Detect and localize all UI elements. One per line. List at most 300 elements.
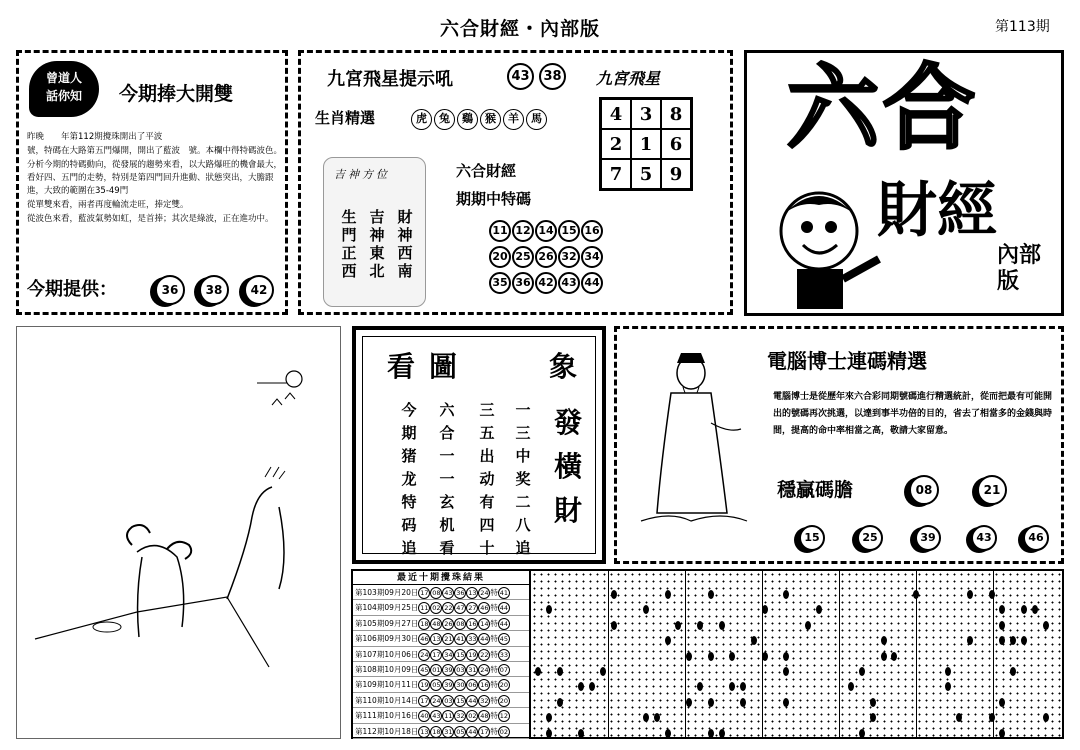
result-number: 22: [480, 650, 489, 659]
riddle-char: 码: [401, 516, 417, 534]
result-number: 08: [432, 589, 441, 597]
nine-star-title: 九宮飛星提示吼: [327, 69, 453, 90]
riddle-char: 一: [439, 447, 455, 465]
result-row: [353, 616, 529, 631]
result-number: 08: [456, 619, 465, 628]
result-mark: [870, 713, 876, 722]
riddle-char: 奖: [515, 470, 531, 488]
result-mark: [989, 713, 995, 722]
grid-cell: 2: [601, 129, 631, 159]
result-row: [353, 647, 529, 662]
result-number: 48: [432, 619, 441, 628]
special-label: 特: [490, 603, 498, 613]
result-number: 26: [444, 619, 453, 628]
result-mark: [1021, 636, 1027, 645]
result-mark: [859, 667, 865, 676]
result-number: 16: [480, 681, 489, 690]
result-mark: [783, 698, 789, 707]
special-number-circle: 43: [558, 272, 580, 294]
special-label: 特: [490, 649, 498, 659]
result-mark: [719, 729, 725, 738]
result-mark: [686, 652, 692, 661]
result-number: 24: [480, 589, 489, 597]
facai-char: 發: [553, 406, 582, 439]
special-label: 特: [490, 618, 498, 628]
scroll-heading: 吉神方位: [334, 168, 390, 181]
number-ball: 38: [199, 275, 229, 305]
riddle-char: 猪: [401, 447, 417, 465]
result-number: 19: [468, 650, 477, 659]
result-number: 39: [444, 665, 453, 674]
result-number: 31: [444, 727, 453, 736]
logo-sub-text: 財經: [877, 176, 997, 246]
riddle-char: 特: [401, 493, 417, 511]
result-mark: [729, 682, 735, 691]
result-mark: [999, 729, 1005, 738]
result-mark: [665, 590, 671, 599]
result-number: 19: [420, 681, 429, 690]
result-mark: [708, 698, 714, 707]
issue-number: 第113期: [995, 19, 1050, 35]
result-row: [353, 585, 529, 600]
result-mark: [999, 621, 1005, 630]
nine-palace-grid: [599, 97, 693, 191]
riddle-char: 三: [479, 401, 495, 419]
body-paragraph: 號，特碼在大路第五門爆開，開出了藍波 號。本欄中得特碼波色。: [27, 146, 283, 156]
special-number-circle: 42: [535, 272, 557, 294]
result-mark: [686, 698, 692, 707]
number-ball: 46: [1023, 525, 1049, 551]
result-mark: [708, 729, 714, 738]
result-period: 第103期09月20日: [355, 588, 419, 597]
result-mark: [1043, 713, 1049, 722]
special-number-circle: 34: [581, 246, 603, 268]
result-mark: [751, 636, 757, 645]
riddle-char: 今: [401, 401, 417, 419]
result-mark: [783, 652, 789, 661]
lhc-label: [456, 157, 531, 213]
result-number: 17: [432, 650, 441, 659]
special-label: 特: [490, 711, 498, 721]
result-mark: [611, 621, 617, 630]
result-number: 17: [420, 589, 429, 597]
zodiac-label: 生肖精選: [315, 109, 376, 127]
riddle-char: 玄: [439, 493, 455, 511]
result-number: 36: [456, 589, 465, 597]
zodiac-circle: 鷄: [457, 109, 478, 130]
scroll-char: 神: [369, 226, 385, 244]
special-number: 45: [499, 635, 509, 644]
logo-main-text: 六合: [787, 54, 980, 162]
grid-cell: 5: [631, 159, 661, 189]
riddle-char: 追: [401, 539, 417, 557]
grid-cell: 3: [631, 99, 661, 129]
riddle-char: 合: [439, 424, 455, 442]
result-mark: [697, 682, 703, 691]
result-mark: [999, 605, 1005, 614]
scroll-char: 西: [341, 262, 357, 280]
result-number: 40: [420, 712, 429, 721]
result-mark: [881, 652, 887, 661]
computer-doctor-panel: [614, 326, 1064, 564]
result-number: 15: [456, 696, 465, 705]
facai-vertical: [551, 401, 585, 533]
result-number: 18: [432, 727, 441, 736]
riddle-char: 机: [439, 516, 455, 534]
result-mark: [611, 590, 617, 599]
results-dot-grid: [529, 571, 1062, 737]
special-number-circle: 14: [535, 220, 557, 242]
result-mark: [870, 698, 876, 707]
grid-cell: 9: [661, 159, 691, 189]
result-mark: [1021, 605, 1027, 614]
riddle-title: 看圖: [387, 350, 472, 383]
result-mark: [816, 605, 822, 614]
riddle-column: [477, 399, 497, 560]
special-number: 07: [499, 665, 509, 674]
result-mark: [891, 652, 897, 661]
result-number: 11: [444, 712, 453, 721]
number-ball: 42: [244, 275, 274, 305]
result-mark: [535, 667, 541, 676]
sage-figure-icon: [631, 343, 751, 533]
number-ball: 39: [915, 525, 941, 551]
result-number: 48: [480, 712, 489, 721]
special-label: 特: [490, 695, 498, 705]
title-number-circle: 38: [539, 63, 566, 90]
grid-cell: 7: [601, 159, 631, 189]
riddle-column: [399, 399, 419, 560]
special-number-circle: 32: [558, 246, 580, 268]
sure-win-label: 穩贏碼膽: [777, 479, 854, 501]
result-mark: [913, 590, 919, 599]
result-mark: [546, 729, 552, 738]
grid-divider: [839, 571, 840, 737]
result-row: [353, 631, 529, 646]
result-period: 第105期09月27日: [355, 618, 419, 628]
number-ball: 25: [857, 525, 883, 551]
result-mark: [708, 652, 714, 661]
result-number: 13: [432, 635, 441, 644]
result-number: 14: [480, 619, 489, 628]
result-mark: [578, 729, 584, 738]
result-number: 15: [456, 650, 465, 659]
result-period: 第107期10月06日: [355, 649, 419, 659]
provide-label: 今期提供：: [27, 279, 117, 300]
facai-char: 財: [553, 494, 582, 527]
special-number-circle: 26: [535, 246, 557, 268]
zodiac-circle: 馬: [526, 109, 547, 130]
result-number: 02: [468, 712, 477, 721]
scroll-char: 東: [369, 244, 385, 262]
result-mark: [654, 713, 660, 722]
picture-riddle-panel: [352, 326, 606, 564]
riddle-char: 追: [515, 539, 531, 557]
result-number: 32: [480, 696, 489, 705]
riddle-char: 五: [479, 424, 495, 442]
result-number: 03: [444, 696, 453, 705]
scroll-char: 南: [397, 262, 413, 280]
result-period: 第106期09月30日: [355, 634, 419, 644]
result-number: 46: [420, 635, 429, 644]
special-number: 20: [499, 696, 509, 705]
result-mark: [1032, 605, 1038, 614]
special-number: 12: [499, 712, 509, 721]
result-number: 01: [432, 665, 441, 674]
results-list: [353, 585, 529, 739]
result-row: [353, 600, 529, 615]
scroll-char: 生: [341, 208, 357, 226]
computer-doctor-description: 電腦博士是從歷年來六合彩同期號碼進行精選統計，從而把最有可能開出的號碼再次挑選，以達到事半功倍的目的，省去了相當多的金錢與時間，提高的命中率相當之高，敬請大家留意。: [773, 392, 1053, 436]
result-mark: [945, 682, 951, 691]
result-number: 39: [444, 681, 453, 690]
draw-results-panel: [351, 569, 1064, 739]
scroll-char: 神: [397, 226, 413, 244]
panel1-headline: 今期捧大開雙: [119, 83, 234, 105]
riddle-char: 中: [515, 447, 531, 465]
special-label: 特: [490, 664, 498, 674]
result-mark: [945, 667, 951, 676]
panel-daoren-tips: [16, 50, 288, 315]
special-number-circle: 44: [581, 272, 603, 294]
panel1-body: [27, 131, 283, 227]
special-number-circle: 35: [489, 272, 511, 294]
result-mark: [708, 590, 714, 599]
result-mark: [546, 713, 552, 722]
body-paragraph: 分析今期的特碼動向，從發展的趨勢來看，以大路爆旺的機會最大，看好四、五門的走勢，特別是第四門回升進動、狀態突出，大膽跟進，大致的範圍在35-49門: [27, 160, 283, 196]
scroll-column: [396, 208, 414, 280]
special-number: 02: [499, 727, 509, 736]
result-mark: [729, 652, 735, 661]
riddle-char: 一: [439, 470, 455, 488]
special-label: 特: [490, 680, 498, 690]
scroll-char: 門: [341, 226, 357, 244]
result-number: 33: [468, 635, 477, 644]
result-mark: [665, 636, 671, 645]
result-number: 43: [444, 589, 453, 597]
riddle-column: [513, 399, 533, 560]
result-number: 30: [456, 681, 465, 690]
result-mark: [589, 682, 595, 691]
special-number-circle: 15: [558, 220, 580, 242]
special-number-circle: 12: [512, 220, 534, 242]
result-number: 24: [432, 696, 441, 705]
result-period: 第104期09月25日: [355, 603, 419, 613]
result-number: 05: [456, 727, 465, 736]
picture-riddle-inner: [362, 336, 596, 557]
scroll-column: [340, 208, 358, 280]
result-mark: [999, 698, 1005, 707]
result-row: [353, 693, 529, 708]
riddle-char: 二: [515, 493, 531, 511]
special-number: 44: [499, 619, 509, 628]
result-row: [353, 724, 529, 739]
lhc-line-1: 六合財經: [456, 162, 517, 180]
result-mark: [989, 590, 995, 599]
riddle-char: 看: [439, 539, 455, 557]
result-number: 43: [432, 712, 441, 721]
result-mark: [578, 682, 584, 691]
result-number: 47: [456, 604, 465, 613]
special-number: 20: [499, 681, 509, 690]
scroll-char: 正: [341, 244, 357, 262]
nine-grid-title: 九宮飛星: [596, 69, 661, 88]
result-period: 第110期10月14日: [355, 695, 419, 705]
number-ball: 21: [977, 475, 1007, 505]
body-paragraph: 從單雙來看，兩者再度輪流走旺，捧定雙。: [27, 200, 189, 210]
riddle-char: 期: [401, 424, 417, 442]
result-number: 44: [480, 635, 489, 644]
result-number: 44: [468, 696, 477, 705]
riddle-char: 三: [515, 424, 531, 442]
result-mark: [762, 605, 768, 614]
result-mark: [1043, 621, 1049, 630]
result-number: 41: [456, 635, 465, 644]
special-number-circle: 16: [581, 220, 603, 242]
result-number: 18: [420, 619, 429, 628]
scroll-char: 財: [397, 208, 413, 226]
result-mark: [643, 713, 649, 722]
zodiac-circle: 兔: [434, 109, 455, 130]
result-mark: [762, 652, 768, 661]
result-number: 13: [468, 589, 477, 597]
result-mark: [546, 605, 552, 614]
result-mark: [740, 682, 746, 691]
result-number: 45: [420, 665, 429, 674]
lucky-direction-scroll: [323, 157, 426, 307]
body-paragraph: 從波色來看，藍波氣勢如虹，是首捧；其次是綠波，正在進功中。: [27, 214, 274, 224]
special-label: 特: [490, 726, 498, 736]
goat-cliff-illustration: [17, 327, 340, 738]
cartoon-boy-icon: [757, 183, 887, 313]
result-mark: [643, 605, 649, 614]
result-period: 第109期10月11日: [355, 680, 419, 690]
result-period: 第112期10月18日: [355, 726, 419, 736]
special-number: 41: [499, 589, 509, 597]
result-mark: [805, 621, 811, 630]
result-number: 06: [468, 681, 477, 690]
special-number-grid: [489, 219, 624, 297]
result-row: [353, 708, 529, 723]
bubble-line-1: 曾道人: [45, 71, 82, 85]
result-mark: [956, 713, 962, 722]
result-period: 第108期10月09日: [355, 664, 419, 674]
page-header-title: 六合財經・內部版: [440, 18, 601, 40]
result-row: [353, 677, 529, 692]
result-number: 34: [444, 650, 453, 659]
special-number: 44: [499, 604, 509, 613]
scroll-char: 西: [397, 244, 413, 262]
number-ball: 15: [799, 525, 825, 551]
body-paragraph: 昨晚 年第112期攪珠開出了平波: [27, 132, 163, 142]
logo-neibu-text: 內部版: [997, 243, 1042, 294]
result-period: 第111期10月16日: [355, 711, 419, 721]
riddle-char: 四: [479, 516, 495, 534]
result-mark: [848, 682, 854, 691]
result-number: 31: [468, 665, 477, 674]
special-label: 特: [490, 634, 498, 644]
result-mark: [1010, 667, 1016, 676]
special-label: 特: [490, 588, 498, 597]
zodiac-circle: 虎: [411, 109, 432, 130]
result-number: 17: [480, 727, 489, 736]
special-number-circle: 11: [489, 220, 511, 242]
result-number: 27: [468, 604, 477, 613]
riddle-char: 有: [479, 493, 495, 511]
result-mark: [783, 590, 789, 599]
result-number: 22: [444, 604, 453, 613]
result-mark: [697, 621, 703, 630]
facai-char: 橫: [553, 450, 582, 483]
grid-cell: 4: [601, 99, 631, 129]
riddle-column: [437, 399, 457, 560]
number-ball: 08: [909, 475, 939, 505]
panel-nine-star: [298, 50, 733, 315]
result-mark: [999, 636, 1005, 645]
riddle-title-xiang: 象: [549, 350, 578, 383]
zodiac-circle: 猴: [480, 109, 501, 130]
riddle-char: 出: [479, 447, 495, 465]
result-mark: [719, 621, 725, 630]
result-mark: [1010, 636, 1016, 645]
special-number-circle: 25: [512, 246, 534, 268]
result-mark: [967, 590, 973, 599]
result-mark: [859, 729, 865, 738]
result-number: 02: [432, 604, 441, 613]
result-number: 44: [468, 727, 477, 736]
special-number-circle: 36: [512, 272, 534, 294]
result-mark: [600, 667, 606, 676]
result-number: 32: [456, 712, 465, 721]
result-mark: [557, 698, 563, 707]
result-number: 46: [480, 604, 489, 613]
result-mark: [740, 698, 746, 707]
result-mark: [675, 621, 681, 630]
riddle-illustration-panel: [16, 326, 341, 739]
riddle-char: 八: [515, 516, 531, 534]
result-number: 24: [420, 650, 429, 659]
lhc-line-2: 期期中特碼: [456, 190, 532, 208]
result-number: 17: [420, 696, 429, 705]
grid-divider: [608, 571, 609, 737]
result-number: 21: [444, 635, 453, 644]
grid-cell: 1: [631, 129, 661, 159]
grid-cell: 8: [661, 99, 691, 129]
result-mark: [881, 636, 887, 645]
title-number-circle: 43: [507, 63, 534, 90]
masthead-logo: [744, 50, 1064, 316]
result-mark: [967, 636, 973, 645]
result-mark: [665, 729, 671, 738]
scroll-char: 北: [369, 262, 385, 280]
result-number: 03: [456, 665, 465, 674]
scroll-char: 吉: [369, 208, 385, 226]
riddle-char: 六: [439, 401, 455, 419]
number-ball: 36: [155, 275, 185, 305]
result-mark: [557, 667, 563, 676]
grid-cell: 6: [661, 129, 691, 159]
riddle-char: 动: [479, 470, 495, 488]
speech-bubble: [29, 61, 99, 117]
result-number: 11: [420, 604, 429, 613]
result-mark: [783, 667, 789, 676]
result-number: 13: [420, 727, 429, 736]
number-ball: 43: [971, 525, 997, 551]
result-number: 16: [468, 619, 477, 628]
scroll-column: [368, 208, 386, 280]
computer-doctor-title: 電腦博士連碼精選: [767, 349, 927, 373]
riddle-char: 一: [515, 401, 531, 419]
